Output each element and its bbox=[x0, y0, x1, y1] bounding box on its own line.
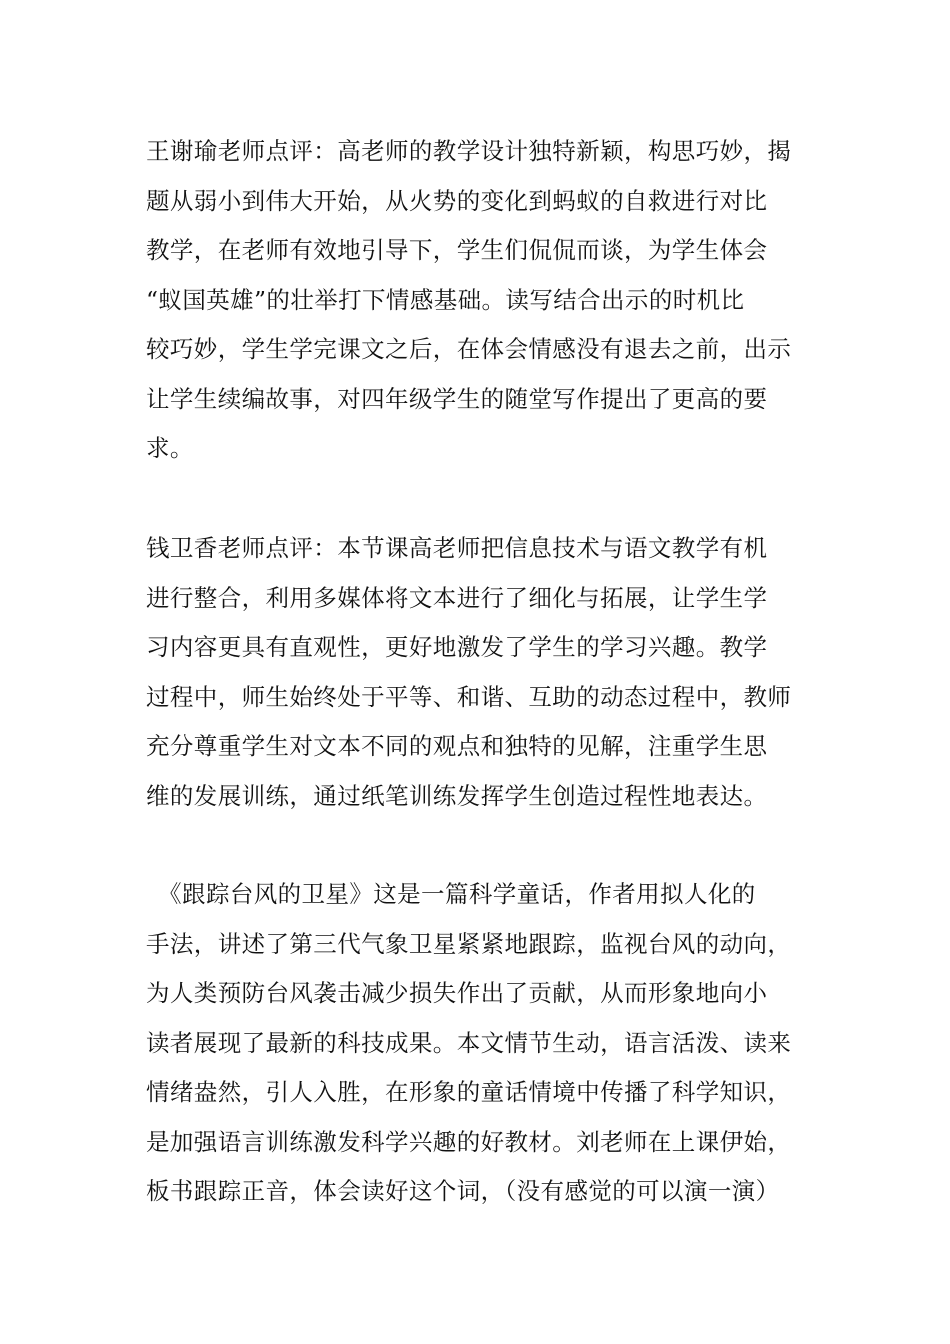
text-line: 题从弱小到伟大开始，从火势的变化到蚂蚁的自救进行对比 bbox=[146, 186, 768, 215]
text-line: 习内容更具有直观性，更好地激发了学生的学习兴趣。教学 bbox=[146, 633, 768, 661]
text-line: 读者展现了最新的科技成果。本文情节生动，语言活泼、读来 bbox=[146, 1028, 792, 1057]
text-line: 板书跟踪正音，体会读好这个词，（没有感觉的可以演一演） bbox=[146, 1177, 780, 1205]
text-line: 求。 bbox=[146, 434, 194, 462]
text-line: 充分尊重学生对文本不同的观点和独特的见解，注重学生思 bbox=[146, 732, 768, 760]
text-line: 钱卫香老师点评：本节课高老师把信息技术与语文教学有机 bbox=[146, 534, 768, 562]
text-line: 过程中，师生始终处于平等、和谐、互助的动态过程中，教师 bbox=[146, 682, 792, 711]
text-line: 教学，在老师有效地引导下，学生们侃侃而谈，为学生体会 bbox=[146, 236, 768, 264]
text-line: 是加强语言训练激发科学兴趣的好教材。刘老师在上课伊始， bbox=[146, 1127, 792, 1156]
text-line: 为人类预防台风袭击减少损失作出了贡献，从而形象地向小 bbox=[146, 979, 768, 1007]
text-line: 手法，讲述了第三代气象卫星紧紧地跟踪，监视台风的动向， bbox=[146, 929, 792, 958]
text-line: 王谢瑜老师点评：高老师的教学设计独特新颖，构思巧妙，揭 bbox=[146, 137, 792, 165]
paragraph-wang-review bbox=[146, 127, 836, 474]
text-line: 较巧妙，学生学完课文之后，在体会情感没有退去之前，出示 bbox=[146, 335, 792, 363]
text-line: 让学生续编故事，对四年级学生的随堂写作提出了更高的要 bbox=[146, 384, 768, 413]
paragraph-qian-review bbox=[146, 524, 836, 821]
text-line: 《跟踪台风的卫星》这是一篇科学童话，作者用拟人化的 bbox=[146, 880, 756, 908]
text-line: 进行整合，利用多媒体将文本进行了细化与拓展，让学生学 bbox=[146, 583, 768, 612]
text-line: “蚁国英雄”的壮举打下情感基础。读写结合出示的时机比 bbox=[146, 285, 745, 314]
text-line: 情绪盎然，引人入胜，在形象的童话情境中传播了科学知识， bbox=[146, 1078, 792, 1106]
paragraph-satellite-lesson bbox=[146, 870, 836, 1217]
text-line: 维的发展训练，通过纸笔训练发挥学生创造过程性地表达。 bbox=[146, 781, 768, 810]
